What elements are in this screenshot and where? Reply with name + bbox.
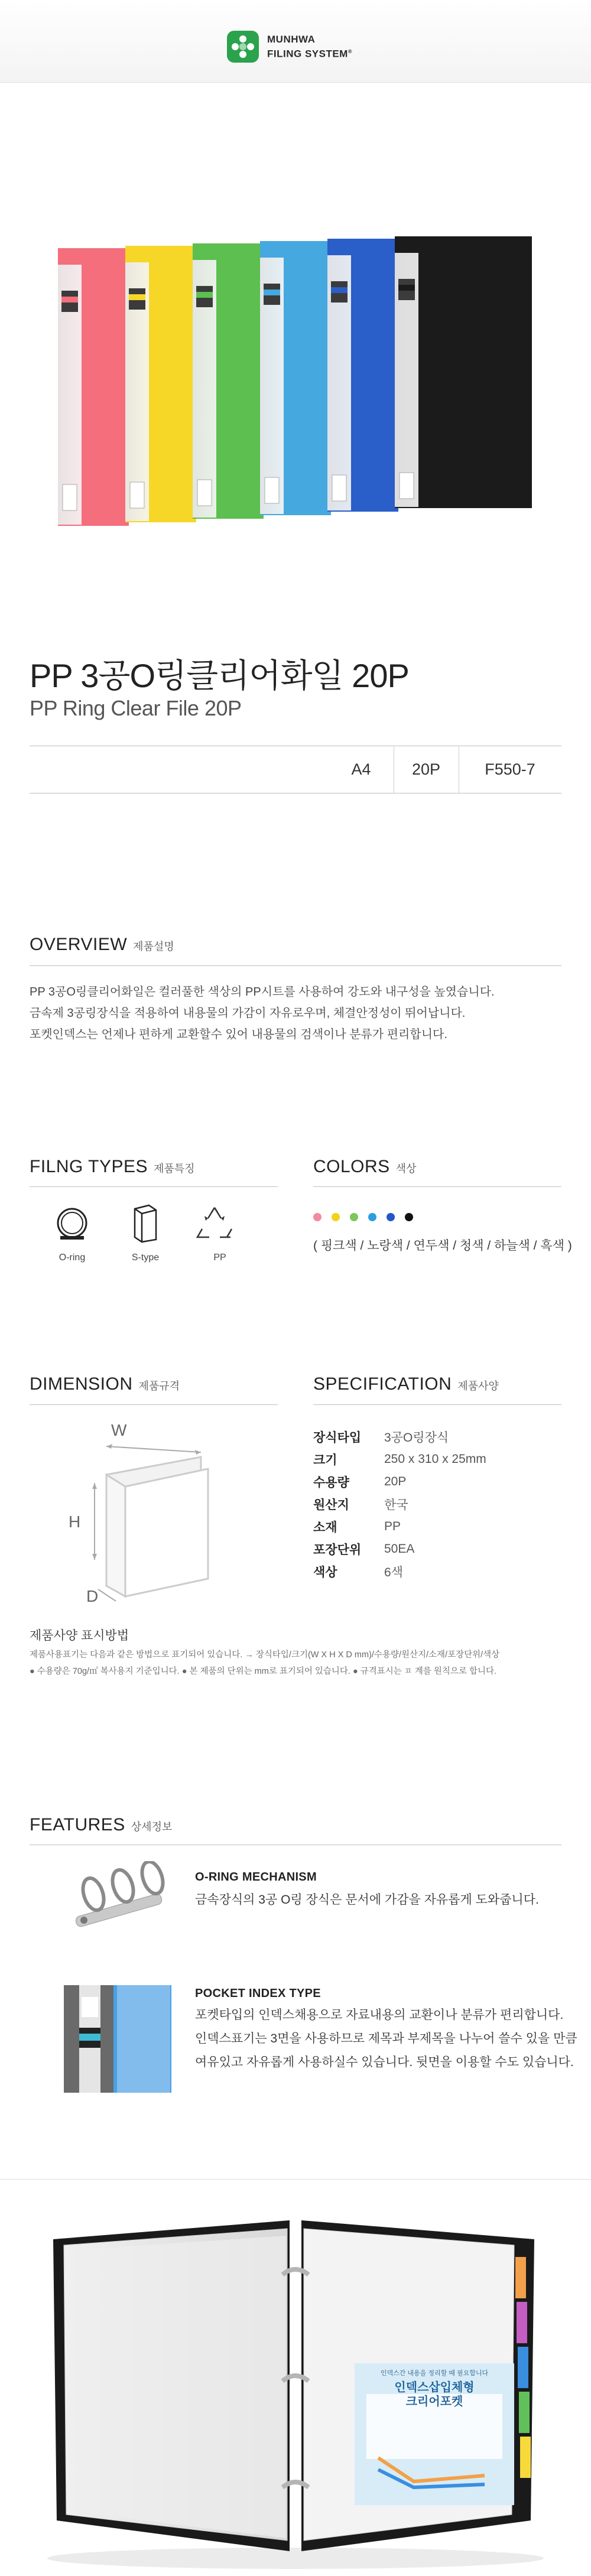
product-title-ko: PP 3공O링클리어화일 20P	[30, 657, 409, 694]
feature-title: O-RING MECHANISM	[195, 1871, 317, 1884]
spec-row: 수용량 20P	[313, 1475, 407, 1489]
insert-line3: 크리어포켓	[405, 2395, 463, 2408]
size-label: A4	[351, 760, 371, 778]
pocket-index-image	[64, 1985, 171, 2093]
overview-line: PP 3공O링클리어화일은 컬러풀한 색상의 PP시트를 사용하여 강도와 내구성을 높였습니다.	[30, 985, 495, 998]
color-swatch	[387, 1213, 395, 1221]
feature-text	[195, 2003, 577, 2074]
divider	[30, 1404, 278, 1405]
brand-line2: FILING SYSTEM	[267, 48, 348, 60]
spec-row: 소재 PP	[313, 1520, 401, 1534]
file-binder	[58, 248, 129, 526]
open-binder-illustration	[0, 2186, 591, 2576]
divider	[313, 1186, 561, 1187]
divider	[30, 1186, 278, 1187]
feature-title: POCKET INDEX TYPE	[195, 1987, 321, 2000]
color-swatch	[368, 1213, 376, 1221]
colors-text: ( 핑크색 / 노랑색 / 연두색 / 청색 / 하늘색 / 흑색 )	[313, 1239, 572, 1253]
spec-row: 색상 6색	[313, 1566, 403, 1579]
dimension-w-label: W	[111, 1421, 127, 1439]
color-swatch	[350, 1213, 358, 1221]
dimension-h-label: H	[69, 1513, 81, 1531]
product-title-en: PP Ring Clear File 20P	[30, 696, 242, 720]
overview-line: 금속제 3공링장식을 적용하여 내용물의 가감이 자유로우며, 체결안정성이 뛰어납니다.	[30, 1007, 466, 1020]
product-code: F550-7	[485, 760, 535, 778]
feature-line: 금속장식의 3공 O링 장식은 문서에 가감을 자유롭게 도와줍니다.	[195, 1893, 539, 1907]
spec-row: 크기 250 x 310 x 25mm	[313, 1452, 486, 1467]
color-swatch	[405, 1213, 413, 1221]
brand-name	[267, 33, 352, 60]
recycle-pp-icon	[194, 1204, 235, 1243]
file-binder	[395, 236, 532, 508]
brand-line1: MUNHWA	[267, 34, 316, 45]
spec-table	[313, 1426, 486, 1583]
feature-text	[195, 1888, 539, 1912]
feature-line: 포켓타입의 인덱스채용으로 자료내용의 교환이나 분류가 편리합니다.	[195, 2008, 564, 2022]
divider	[313, 1404, 561, 1405]
insert-line2: 인덱스삽입체형	[394, 2381, 475, 2394]
spec-notation-title: 제품사양 표시방법	[30, 1629, 129, 1642]
insert-line1: 인덱스간 내용을 정리할 때 필요합니다	[380, 2370, 489, 2377]
pages-label: 20P	[411, 760, 441, 778]
open-binder-photo	[0, 2186, 591, 2576]
dimension-d-label: D	[86, 1587, 99, 1605]
spec-row: 원산지 한국	[313, 1498, 408, 1512]
feature-line: 인덱스표기는 3면을 사용하므로 제목과 부제목을 나누어 쓸수 있을 만큼	[195, 2032, 577, 2045]
overview-line: 포켓인덱스는 언제나 편하게 교환할수 있어 내용물의 검색이나 분류가 편리합니다.	[30, 1028, 447, 1041]
colors-heading: COLORS 색상	[313, 1157, 417, 1176]
spec-row: 장식타입 3공O링장식	[313, 1431, 449, 1445]
specification-heading: SPECIFICATION 제품사양	[313, 1374, 499, 1394]
brand-reg: ®	[348, 48, 352, 55]
color-swatch	[313, 1213, 322, 1221]
o-ring-icon	[54, 1205, 90, 1244]
filing-types-heading: FILNG TYPES 제품특징	[30, 1157, 195, 1176]
feature-line: 여유있고 자유롭게 사용하실수 있습니다. 뒷면을 이용할 수도 있습니다.	[195, 2055, 574, 2069]
spec-notation-line: ● 수용량은 70g/㎡ 복사용지 기준입니다. ● 본 제품의 단위는 mm로 표기되어 있습니다. ● 규격표시는 ㅍ 계를 원칙으로 합니다.	[30, 1667, 497, 1676]
filing-type-label: S-type	[131, 1253, 160, 1263]
overview-heading: OVERVIEW 제품설명	[30, 935, 174, 954]
logo-icon	[227, 31, 259, 63]
divider	[30, 965, 561, 966]
o-ring-mechanism-image	[66, 1861, 178, 1932]
spec-row: 포장단위 50EA	[313, 1542, 415, 1557]
color-swatches	[313, 1213, 423, 1221]
features-heading: FEATURES 상세정보	[30, 1815, 173, 1835]
dimension-heading: DIMENSION 제품규격	[30, 1374, 180, 1394]
spec-notation-line: 제품사용표기는 다음과 같은 방법으로 표기되어 있습니다. → 장식타입/크기(W X H X D mm)/수용량/원산지/소재/포장단위/색상	[30, 1650, 500, 1660]
file-binder	[193, 243, 264, 519]
filing-type-label: PP	[213, 1253, 226, 1263]
color-swatch	[332, 1213, 340, 1221]
header-bar	[0, 0, 591, 83]
divider	[0, 2179, 591, 2180]
overview-text	[30, 981, 495, 1045]
brand-logo[interactable]	[227, 31, 352, 63]
s-type-icon	[132, 1204, 158, 1243]
hero-product-image	[0, 83, 591, 561]
file-binder	[327, 239, 398, 512]
dimension-diagram	[59, 1418, 230, 1625]
file-binder	[260, 241, 331, 515]
colored-files-illustration	[0, 83, 591, 561]
filing-type-label: O-ring	[59, 1253, 86, 1263]
file-binder	[125, 246, 196, 522]
